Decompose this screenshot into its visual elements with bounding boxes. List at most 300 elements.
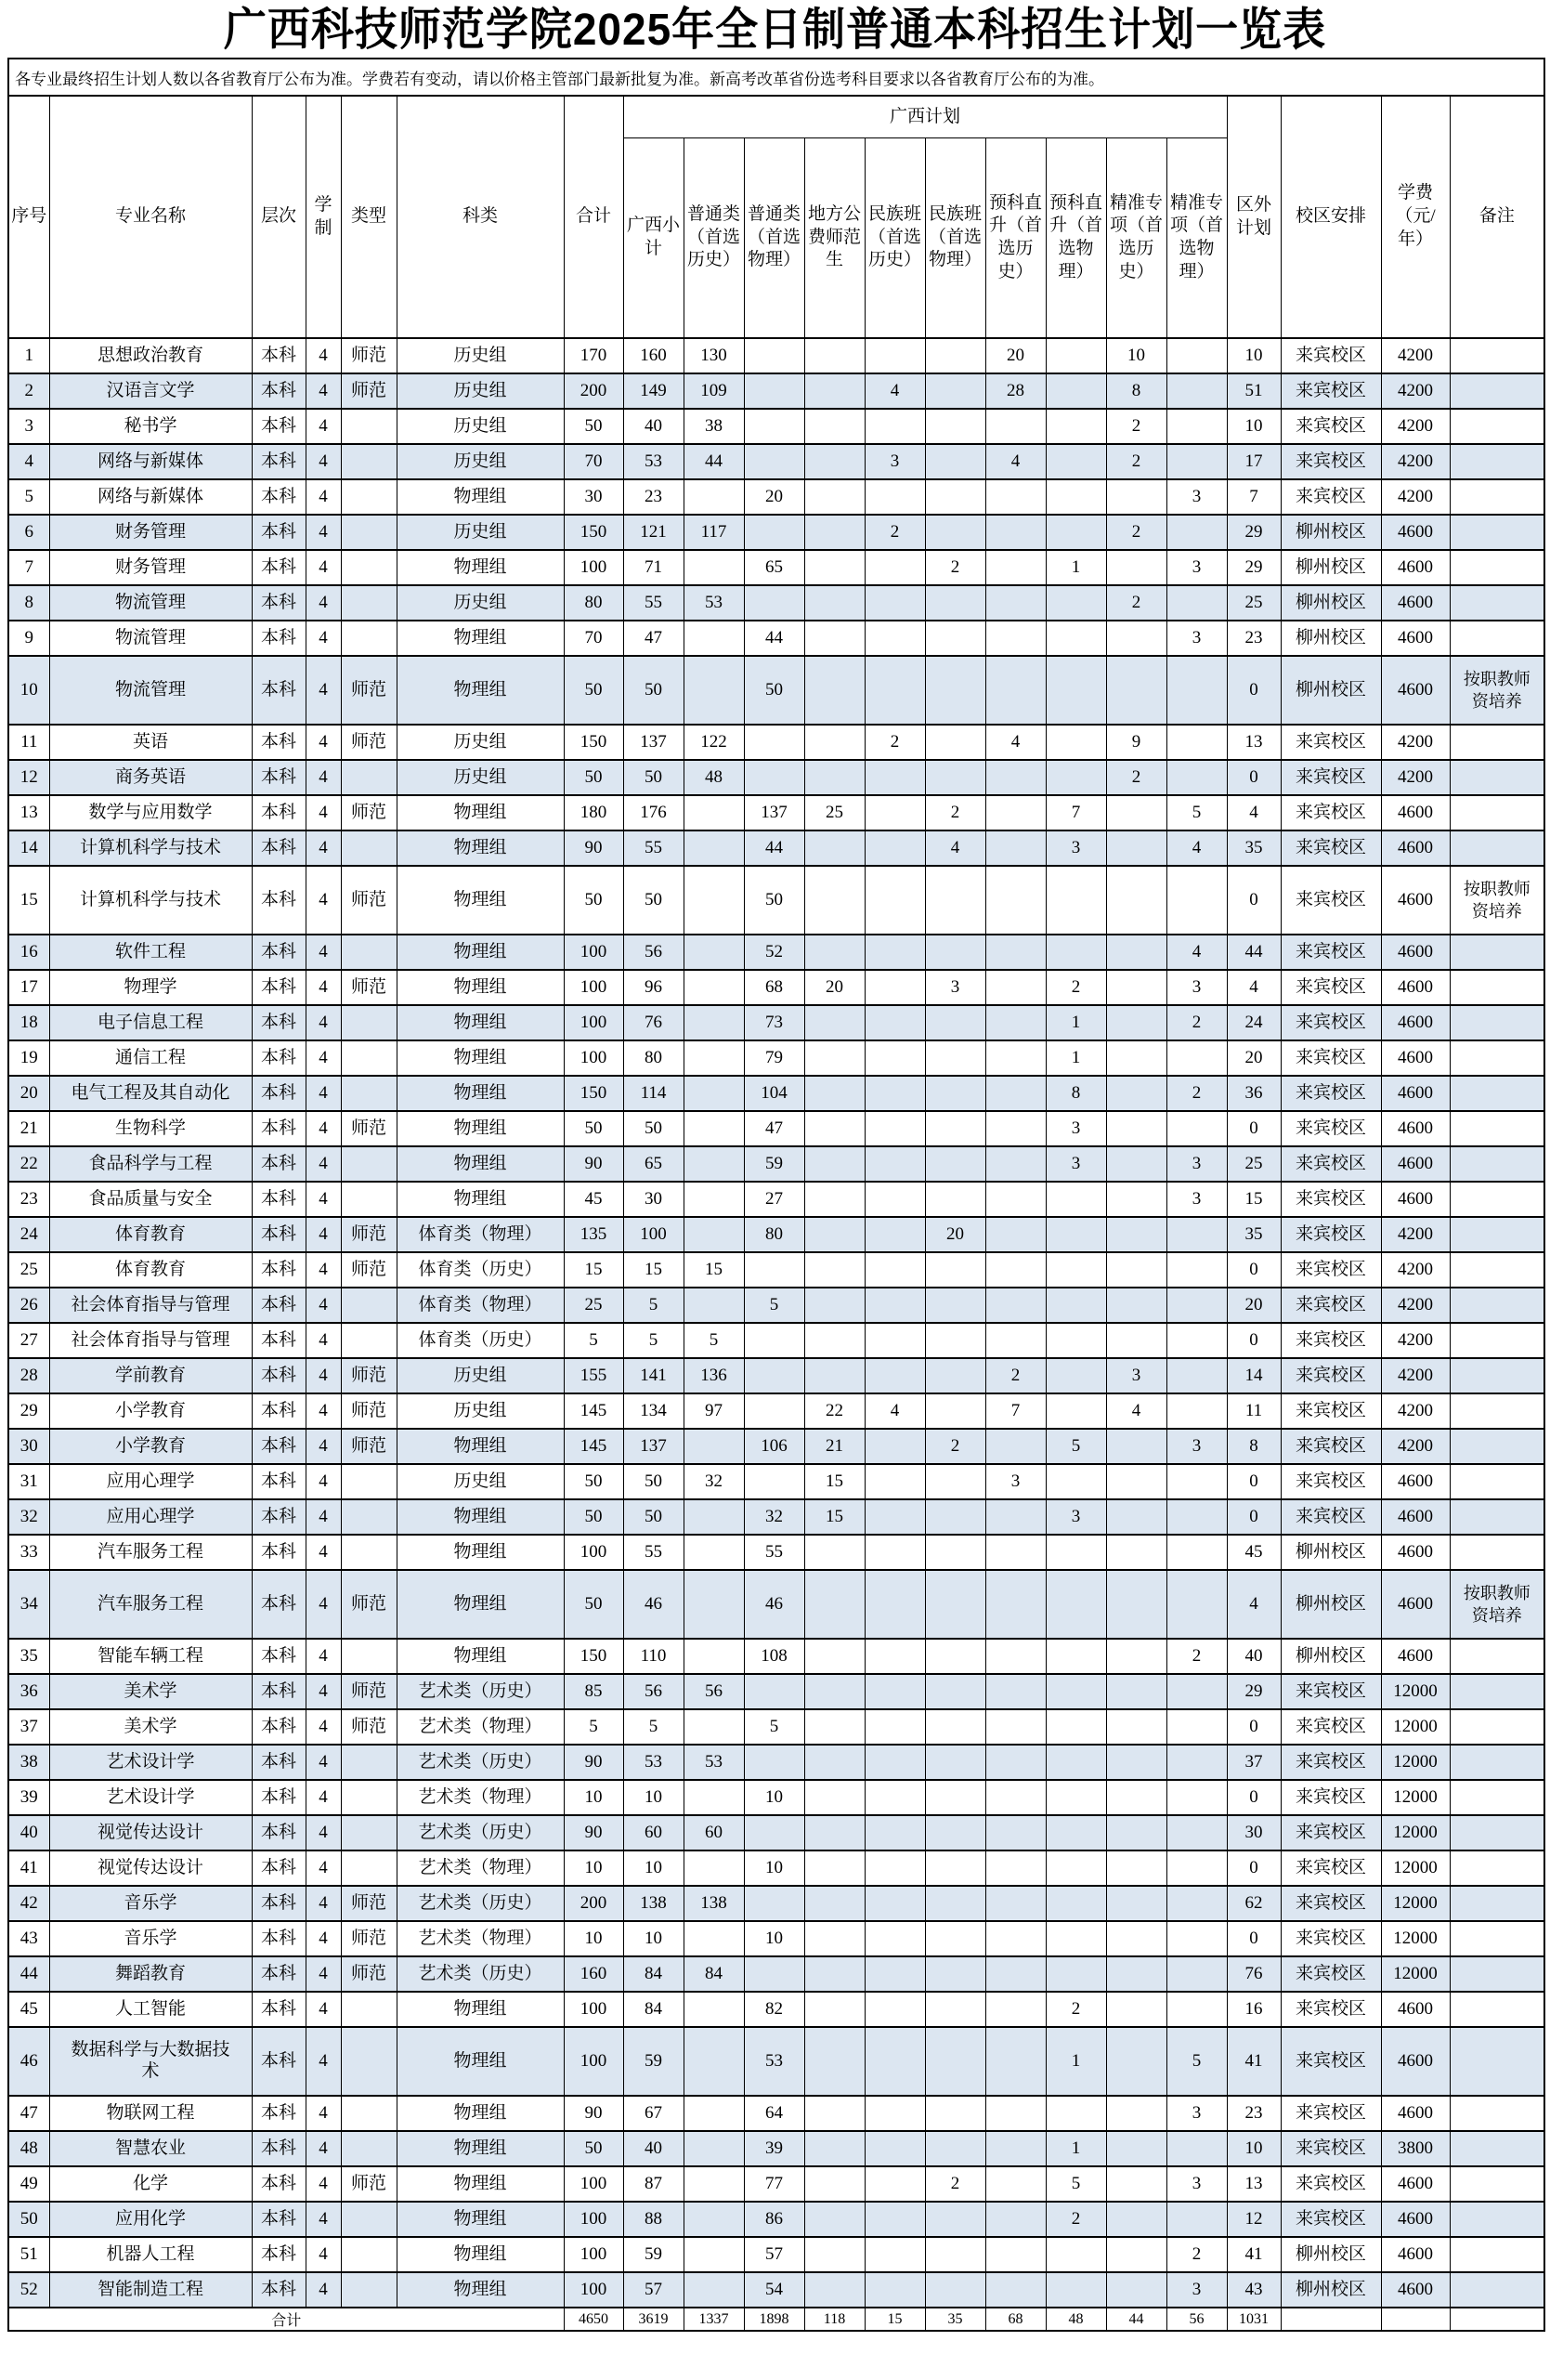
cell-level: 本科 bbox=[252, 1921, 306, 1956]
cell-subject-group: 艺术类（物理） bbox=[397, 1709, 564, 1745]
cell-targeted-phys: 3 bbox=[1166, 621, 1227, 656]
cell-regular-hist bbox=[684, 2131, 744, 2166]
cell-total: 100 bbox=[564, 1040, 623, 1076]
cell-duration: 4 bbox=[306, 2096, 341, 2131]
cell-no: 49 bbox=[8, 2166, 49, 2202]
cell-regular-phys bbox=[744, 1323, 804, 1358]
cell-major: 食品科学与工程 bbox=[49, 1146, 252, 1182]
cell-minority-hist bbox=[865, 1850, 925, 1886]
cell-targeted-hist bbox=[1106, 1535, 1166, 1570]
cell-tuition: 4200 bbox=[1381, 1217, 1450, 1252]
cell-regular-phys bbox=[744, 1956, 804, 1992]
cell-outside-plan: 0 bbox=[1227, 760, 1281, 795]
cell-total: 10 bbox=[564, 1921, 623, 1956]
cell-outside-plan: 0 bbox=[1227, 1464, 1281, 1499]
cell-regular-hist bbox=[684, 866, 744, 935]
cell-minority-phys bbox=[925, 338, 985, 373]
cell-no: 2 bbox=[8, 373, 49, 409]
cell-regular-phys bbox=[744, 1252, 804, 1288]
cell-targeted-phys bbox=[1166, 515, 1227, 550]
cell-no: 15 bbox=[8, 866, 49, 935]
cell-minority-phys bbox=[925, 1886, 985, 1921]
cell-minority-hist: 2 bbox=[865, 515, 925, 550]
cell-regular-phys bbox=[744, 725, 804, 760]
cell-remark: 按职教师资培养 bbox=[1450, 1570, 1544, 1639]
table-row bbox=[8, 479, 1544, 515]
cell-regular-hist bbox=[684, 1146, 744, 1182]
cell-no: 16 bbox=[8, 935, 49, 970]
cell-regular-hist: 48 bbox=[684, 760, 744, 795]
table-row bbox=[8, 338, 1544, 373]
cell-prep-phys bbox=[1046, 725, 1106, 760]
cell-level: 本科 bbox=[252, 2202, 306, 2237]
cell-campus: 来宾校区 bbox=[1281, 1674, 1381, 1709]
cell-total: 50 bbox=[564, 409, 623, 444]
cell-no: 4 bbox=[8, 444, 49, 479]
cell-outside-plan: 4 bbox=[1227, 970, 1281, 1005]
cell-regular-phys bbox=[744, 373, 804, 409]
cell-campus: 来宾校区 bbox=[1281, 1956, 1381, 1992]
cell-prep-phys bbox=[1046, 1217, 1106, 1252]
cell-tuition: 4600 bbox=[1381, 1535, 1450, 1570]
cell-level: 本科 bbox=[252, 1956, 306, 1992]
cell-targeted-phys: 3 bbox=[1166, 550, 1227, 585]
table-row bbox=[8, 760, 1544, 795]
cell-remark: 按职教师资培养 bbox=[1450, 866, 1544, 935]
cell-duration: 4 bbox=[306, 2131, 341, 2166]
cell-outside-plan: 24 bbox=[1227, 1005, 1281, 1040]
cell-outside-plan: 13 bbox=[1227, 2166, 1281, 2202]
cell-major: 美术学 bbox=[49, 1709, 252, 1745]
cell-targeted-phys bbox=[1166, 1499, 1227, 1535]
cell-prep-phys bbox=[1046, 585, 1106, 621]
cell-minority-hist bbox=[865, 1005, 925, 1040]
cell-public-funded bbox=[804, 1076, 865, 1111]
cell-total: 85 bbox=[564, 1674, 623, 1709]
cell-campus: 柳州校区 bbox=[1281, 2237, 1381, 2272]
cell-major: 汽车服务工程 bbox=[49, 1535, 252, 1570]
cell-minority-phys bbox=[925, 1850, 985, 1886]
cell-no: 34 bbox=[8, 1570, 49, 1639]
cell-regular-hist bbox=[684, 1111, 744, 1146]
cell-prep-phys: 5 bbox=[1046, 1429, 1106, 1464]
cell-campus: 柳州校区 bbox=[1281, 2272, 1381, 2308]
cell-duration: 4 bbox=[306, 1745, 341, 1780]
cell-minority-hist: 2 bbox=[865, 725, 925, 760]
cell-targeted-phys: 4 bbox=[1166, 830, 1227, 866]
cell-major: 食品质量与安全 bbox=[49, 1182, 252, 1217]
cell-campus: 来宾校区 bbox=[1281, 866, 1381, 935]
cell-public-funded bbox=[804, 585, 865, 621]
cell-total: 90 bbox=[564, 1815, 623, 1850]
cell-public-funded: 25 bbox=[804, 795, 865, 830]
totals-public-funded: 118 bbox=[804, 2308, 865, 2331]
cell-no: 31 bbox=[8, 1464, 49, 1499]
table-row bbox=[8, 1076, 1544, 1111]
cell-level: 本科 bbox=[252, 2237, 306, 2272]
cell-targeted-hist: 2 bbox=[1106, 585, 1166, 621]
cell-remark bbox=[1450, 1850, 1544, 1886]
cell-minority-phys: 2 bbox=[925, 2166, 985, 2202]
cell-public-funded bbox=[804, 1358, 865, 1393]
cell-gx-subtotal: 137 bbox=[623, 725, 684, 760]
cell-prep-phys: 8 bbox=[1046, 1076, 1106, 1111]
cell-prep-phys bbox=[1046, 1921, 1106, 1956]
cell-campus: 柳州校区 bbox=[1281, 1639, 1381, 1674]
cell-duration: 4 bbox=[306, 1956, 341, 1992]
cell-prep-hist bbox=[985, 1217, 1046, 1252]
cell-campus: 来宾校区 bbox=[1281, 1217, 1381, 1252]
cell-total: 90 bbox=[564, 1745, 623, 1780]
cell-total: 50 bbox=[564, 1111, 623, 1146]
cell-prep-phys: 5 bbox=[1046, 2166, 1106, 2202]
cell-prep-hist: 7 bbox=[985, 1393, 1046, 1429]
cell-prep-hist bbox=[985, 1992, 1046, 2027]
cell-gx-subtotal: 55 bbox=[623, 585, 684, 621]
cell-type: 师范 bbox=[341, 1429, 397, 1464]
cell-type bbox=[341, 2237, 397, 2272]
cell-level: 本科 bbox=[252, 725, 306, 760]
cell-targeted-hist: 2 bbox=[1106, 760, 1166, 795]
cell-tuition: 3800 bbox=[1381, 2131, 1450, 2166]
cell-targeted-phys: 2 bbox=[1166, 2237, 1227, 2272]
col-header-remark: 备注 bbox=[1450, 96, 1544, 338]
cell-minority-phys bbox=[925, 2202, 985, 2237]
cell-subject-group: 历史组 bbox=[397, 725, 564, 760]
table-row bbox=[8, 830, 1544, 866]
cell-remark bbox=[1450, 621, 1544, 656]
cell-public-funded bbox=[804, 2027, 865, 2096]
cell-prep-hist bbox=[985, 1780, 1046, 1815]
cell-campus: 来宾校区 bbox=[1281, 1850, 1381, 1886]
cell-gx-subtotal: 76 bbox=[623, 1005, 684, 1040]
cell-remark bbox=[1450, 1499, 1544, 1535]
cell-subject-group: 艺术类（历史） bbox=[397, 1815, 564, 1850]
cell-no: 33 bbox=[8, 1535, 49, 1570]
cell-outside-plan: 41 bbox=[1227, 2027, 1281, 2096]
cell-total: 100 bbox=[564, 2272, 623, 2308]
cell-prep-phys: 7 bbox=[1046, 795, 1106, 830]
cell-public-funded bbox=[804, 1956, 865, 1992]
cell-minority-hist: 4 bbox=[865, 1393, 925, 1429]
cell-minority-phys bbox=[925, 1639, 985, 1674]
cell-campus: 来宾校区 bbox=[1281, 2202, 1381, 2237]
col-header-duration: 学制 bbox=[306, 96, 341, 338]
cell-subject-group: 物理组 bbox=[397, 1005, 564, 1040]
cell-duration: 4 bbox=[306, 1288, 341, 1323]
cell-level: 本科 bbox=[252, 2166, 306, 2202]
cell-minority-hist: 4 bbox=[865, 373, 925, 409]
table-row bbox=[8, 1850, 1544, 1886]
cell-remark bbox=[1450, 444, 1544, 479]
cell-no: 27 bbox=[8, 1323, 49, 1358]
cell-duration: 4 bbox=[306, 444, 341, 479]
cell-type bbox=[341, 1182, 397, 1217]
cell-subject-group: 艺术类（历史） bbox=[397, 1886, 564, 1921]
cell-type: 师范 bbox=[341, 970, 397, 1005]
cell-subject-group: 物理组 bbox=[397, 1146, 564, 1182]
cell-total: 100 bbox=[564, 1005, 623, 1040]
cell-minority-phys bbox=[925, 1005, 985, 1040]
cell-major: 生物科学 bbox=[49, 1111, 252, 1146]
table-row bbox=[8, 935, 1544, 970]
cell-prep-hist bbox=[985, 585, 1046, 621]
cell-targeted-hist bbox=[1106, 550, 1166, 585]
cell-public-funded bbox=[804, 1570, 865, 1639]
cell-prep-hist bbox=[985, 866, 1046, 935]
cell-remark bbox=[1450, 1429, 1544, 1464]
cell-level: 本科 bbox=[252, 1815, 306, 1850]
cell-subject-group: 历史组 bbox=[397, 444, 564, 479]
cell-remark bbox=[1450, 1780, 1544, 1815]
cell-tuition: 4600 bbox=[1381, 2166, 1450, 2202]
cell-regular-hist bbox=[684, 2202, 744, 2237]
cell-public-funded bbox=[804, 479, 865, 515]
cell-prep-hist bbox=[985, 1745, 1046, 1780]
cell-gx-subtotal: 56 bbox=[623, 1674, 684, 1709]
cell-total: 160 bbox=[564, 1956, 623, 1992]
cell-campus: 来宾校区 bbox=[1281, 2096, 1381, 2131]
cell-no: 25 bbox=[8, 1252, 49, 1288]
cell-type bbox=[341, 760, 397, 795]
cell-total: 200 bbox=[564, 373, 623, 409]
cell-regular-phys: 10 bbox=[744, 1921, 804, 1956]
cell-minority-phys bbox=[925, 866, 985, 935]
cell-targeted-phys: 3 bbox=[1166, 970, 1227, 1005]
cell-type bbox=[341, 1005, 397, 1040]
cell-total: 135 bbox=[564, 1217, 623, 1252]
cell-public-funded bbox=[804, 935, 865, 970]
table-row bbox=[8, 1639, 1544, 1674]
cell-campus: 来宾校区 bbox=[1281, 1288, 1381, 1323]
totals-regular-phys: 1898 bbox=[744, 2308, 804, 2331]
cell-remark bbox=[1450, 1323, 1544, 1358]
cell-minority-phys bbox=[925, 1323, 985, 1358]
table-row bbox=[8, 2237, 1544, 2272]
cell-subject-group: 艺术类（历史） bbox=[397, 1745, 564, 1780]
cell-subject-group: 物理组 bbox=[397, 1570, 564, 1639]
cell-gx-subtotal: 134 bbox=[623, 1393, 684, 1429]
cell-prep-hist bbox=[985, 621, 1046, 656]
cell-prep-hist bbox=[985, 1639, 1046, 1674]
cell-prep-hist bbox=[985, 1815, 1046, 1850]
cell-minority-phys: 2 bbox=[925, 1429, 985, 1464]
cell-minority-hist bbox=[865, 656, 925, 725]
cell-subject-group: 历史组 bbox=[397, 338, 564, 373]
cell-type: 师范 bbox=[341, 656, 397, 725]
cell-type bbox=[341, 1288, 397, 1323]
cell-targeted-phys bbox=[1166, 2131, 1227, 2166]
cell-regular-hist bbox=[684, 1709, 744, 1745]
cell-level: 本科 bbox=[252, 1005, 306, 1040]
cell-remark bbox=[1450, 1956, 1544, 1992]
cell-prep-hist: 3 bbox=[985, 1464, 1046, 1499]
cell-type bbox=[341, 585, 397, 621]
cell-gx-subtotal: 55 bbox=[623, 830, 684, 866]
cell-tuition: 4600 bbox=[1381, 1464, 1450, 1499]
cell-minority-phys bbox=[925, 1288, 985, 1323]
cell-subject-group: 历史组 bbox=[397, 1358, 564, 1393]
cell-campus: 柳州校区 bbox=[1281, 656, 1381, 725]
cell-gx-subtotal: 141 bbox=[623, 1358, 684, 1393]
col-header-major: 专业名称 bbox=[49, 96, 252, 338]
cell-prep-hist bbox=[985, 970, 1046, 1005]
cell-public-funded bbox=[804, 2131, 865, 2166]
cell-total: 70 bbox=[564, 621, 623, 656]
cell-remark bbox=[1450, 1709, 1544, 1745]
cell-tuition: 4600 bbox=[1381, 795, 1450, 830]
cell-minority-hist bbox=[865, 1992, 925, 2027]
table-row bbox=[8, 1393, 1544, 1429]
cell-type: 师范 bbox=[341, 1886, 397, 1921]
cell-major: 社会体育指导与管理 bbox=[49, 1323, 252, 1358]
cell-regular-phys bbox=[744, 1674, 804, 1709]
cell-type bbox=[341, 515, 397, 550]
cell-no: 37 bbox=[8, 1709, 49, 1745]
cell-duration: 4 bbox=[306, 338, 341, 373]
cell-targeted-hist bbox=[1106, 479, 1166, 515]
cell-public-funded: 22 bbox=[804, 1393, 865, 1429]
table-row bbox=[8, 2202, 1544, 2237]
cell-remark bbox=[1450, 2166, 1544, 2202]
cell-tuition: 4600 bbox=[1381, 1499, 1450, 1535]
cell-type bbox=[341, 1323, 397, 1358]
cell-campus: 来宾校区 bbox=[1281, 1464, 1381, 1499]
col-header-public-funded: 地方公费师范生 bbox=[804, 138, 865, 339]
cell-subject-group: 物理组 bbox=[397, 2096, 564, 2131]
cell-targeted-phys bbox=[1166, 1850, 1227, 1886]
cell-major: 通信工程 bbox=[49, 1040, 252, 1076]
cell-level: 本科 bbox=[252, 1886, 306, 1921]
cell-subject-group: 物理组 bbox=[397, 866, 564, 935]
cell-tuition: 4600 bbox=[1381, 2096, 1450, 2131]
cell-level: 本科 bbox=[252, 1182, 306, 1217]
cell-targeted-hist bbox=[1106, 1921, 1166, 1956]
cell-regular-phys: 55 bbox=[744, 1535, 804, 1570]
table-header bbox=[8, 59, 1544, 338]
cell-type bbox=[341, 479, 397, 515]
cell-major: 学前教育 bbox=[49, 1358, 252, 1393]
cell-major: 智能制造工程 bbox=[49, 2272, 252, 2308]
cell-tuition: 4600 bbox=[1381, 1146, 1450, 1182]
cell-minority-hist bbox=[865, 338, 925, 373]
cell-total: 100 bbox=[564, 935, 623, 970]
cell-major: 音乐学 bbox=[49, 1886, 252, 1921]
cell-major: 艺术设计学 bbox=[49, 1780, 252, 1815]
cell-type bbox=[341, 1992, 397, 2027]
cell-no: 21 bbox=[8, 1111, 49, 1146]
cell-campus: 来宾校区 bbox=[1281, 409, 1381, 444]
cell-targeted-hist: 3 bbox=[1106, 1358, 1166, 1393]
cell-gx-subtotal: 60 bbox=[623, 1815, 684, 1850]
cell-major: 财务管理 bbox=[49, 515, 252, 550]
cell-regular-phys: 106 bbox=[744, 1429, 804, 1464]
cell-major: 智慧农业 bbox=[49, 2131, 252, 2166]
cell-type bbox=[341, 444, 397, 479]
cell-level: 本科 bbox=[252, 1146, 306, 1182]
cell-minority-phys bbox=[925, 444, 985, 479]
table-row bbox=[8, 1288, 1544, 1323]
cell-duration: 4 bbox=[306, 1921, 341, 1956]
totals-outside-plan: 1031 bbox=[1227, 2308, 1281, 2331]
cell-subject-group: 物理组 bbox=[397, 1639, 564, 1674]
cell-campus: 来宾校区 bbox=[1281, 1429, 1381, 1464]
cell-tuition: 4200 bbox=[1381, 725, 1450, 760]
cell-duration: 4 bbox=[306, 1886, 341, 1921]
cell-gx-subtotal: 137 bbox=[623, 1429, 684, 1464]
cell-public-funded bbox=[804, 409, 865, 444]
cell-tuition: 4600 bbox=[1381, 1111, 1450, 1146]
col-group-guangxi-plan: 广西计划 bbox=[623, 96, 1227, 138]
cell-major: 舞蹈教育 bbox=[49, 1956, 252, 1992]
cell-targeted-hist bbox=[1106, 1886, 1166, 1921]
cell-major: 网络与新媒体 bbox=[49, 479, 252, 515]
cell-campus: 来宾校区 bbox=[1281, 1182, 1381, 1217]
cell-gx-subtotal: 15 bbox=[623, 1252, 684, 1288]
cell-targeted-hist bbox=[1106, 1111, 1166, 1146]
cell-public-funded bbox=[804, 1182, 865, 1217]
cell-prep-hist bbox=[985, 409, 1046, 444]
cell-level: 本科 bbox=[252, 935, 306, 970]
cell-level: 本科 bbox=[252, 1570, 306, 1639]
totals-gx-subtotal: 3619 bbox=[623, 2308, 684, 2331]
cell-remark bbox=[1450, 1639, 1544, 1674]
cell-gx-subtotal: 40 bbox=[623, 2131, 684, 2166]
cell-public-funded bbox=[804, 2272, 865, 2308]
cell-regular-hist: 97 bbox=[684, 1393, 744, 1429]
col-header-type: 类型 bbox=[341, 96, 397, 338]
cell-public-funded bbox=[804, 1639, 865, 1674]
cell-regular-phys: 10 bbox=[744, 1780, 804, 1815]
cell-no: 5 bbox=[8, 479, 49, 515]
cell-regular-phys: 80 bbox=[744, 1217, 804, 1252]
cell-level: 本科 bbox=[252, 1709, 306, 1745]
cell-targeted-phys bbox=[1166, 866, 1227, 935]
cell-level: 本科 bbox=[252, 550, 306, 585]
cell-remark bbox=[1450, 760, 1544, 795]
table-row bbox=[8, 2272, 1544, 2308]
cell-total: 150 bbox=[564, 1076, 623, 1111]
cell-prep-hist: 28 bbox=[985, 373, 1046, 409]
cell-tuition: 4600 bbox=[1381, 550, 1450, 585]
cell-minority-phys bbox=[925, 1921, 985, 1956]
cell-subject-group: 物理组 bbox=[397, 2272, 564, 2308]
cell-no: 6 bbox=[8, 515, 49, 550]
cell-targeted-hist bbox=[1106, 1217, 1166, 1252]
cell-major: 体育教育 bbox=[49, 1217, 252, 1252]
cell-campus: 来宾校区 bbox=[1281, 1040, 1381, 1076]
cell-gx-subtotal: 96 bbox=[623, 970, 684, 1005]
cell-subject-group: 体育类（物理） bbox=[397, 1288, 564, 1323]
cell-gx-subtotal: 160 bbox=[623, 338, 684, 373]
cell-regular-phys: 46 bbox=[744, 1570, 804, 1639]
cell-targeted-phys: 2 bbox=[1166, 1076, 1227, 1111]
cell-targeted-hist: 2 bbox=[1106, 409, 1166, 444]
cell-tuition: 4600 bbox=[1381, 2272, 1450, 2308]
cell-major: 视觉传达设计 bbox=[49, 1850, 252, 1886]
cell-outside-plan: 10 bbox=[1227, 409, 1281, 444]
cell-no: 36 bbox=[8, 1674, 49, 1709]
cell-total: 180 bbox=[564, 795, 623, 830]
cell-gx-subtotal: 57 bbox=[623, 2272, 684, 2308]
cell-prep-hist bbox=[985, 1288, 1046, 1323]
cell-total: 45 bbox=[564, 1182, 623, 1217]
cell-total: 50 bbox=[564, 1464, 623, 1499]
cell-regular-hist: 53 bbox=[684, 585, 744, 621]
cell-subject-group: 物理组 bbox=[397, 1182, 564, 1217]
cell-type: 师范 bbox=[341, 1956, 397, 1992]
cell-remark bbox=[1450, 338, 1544, 373]
